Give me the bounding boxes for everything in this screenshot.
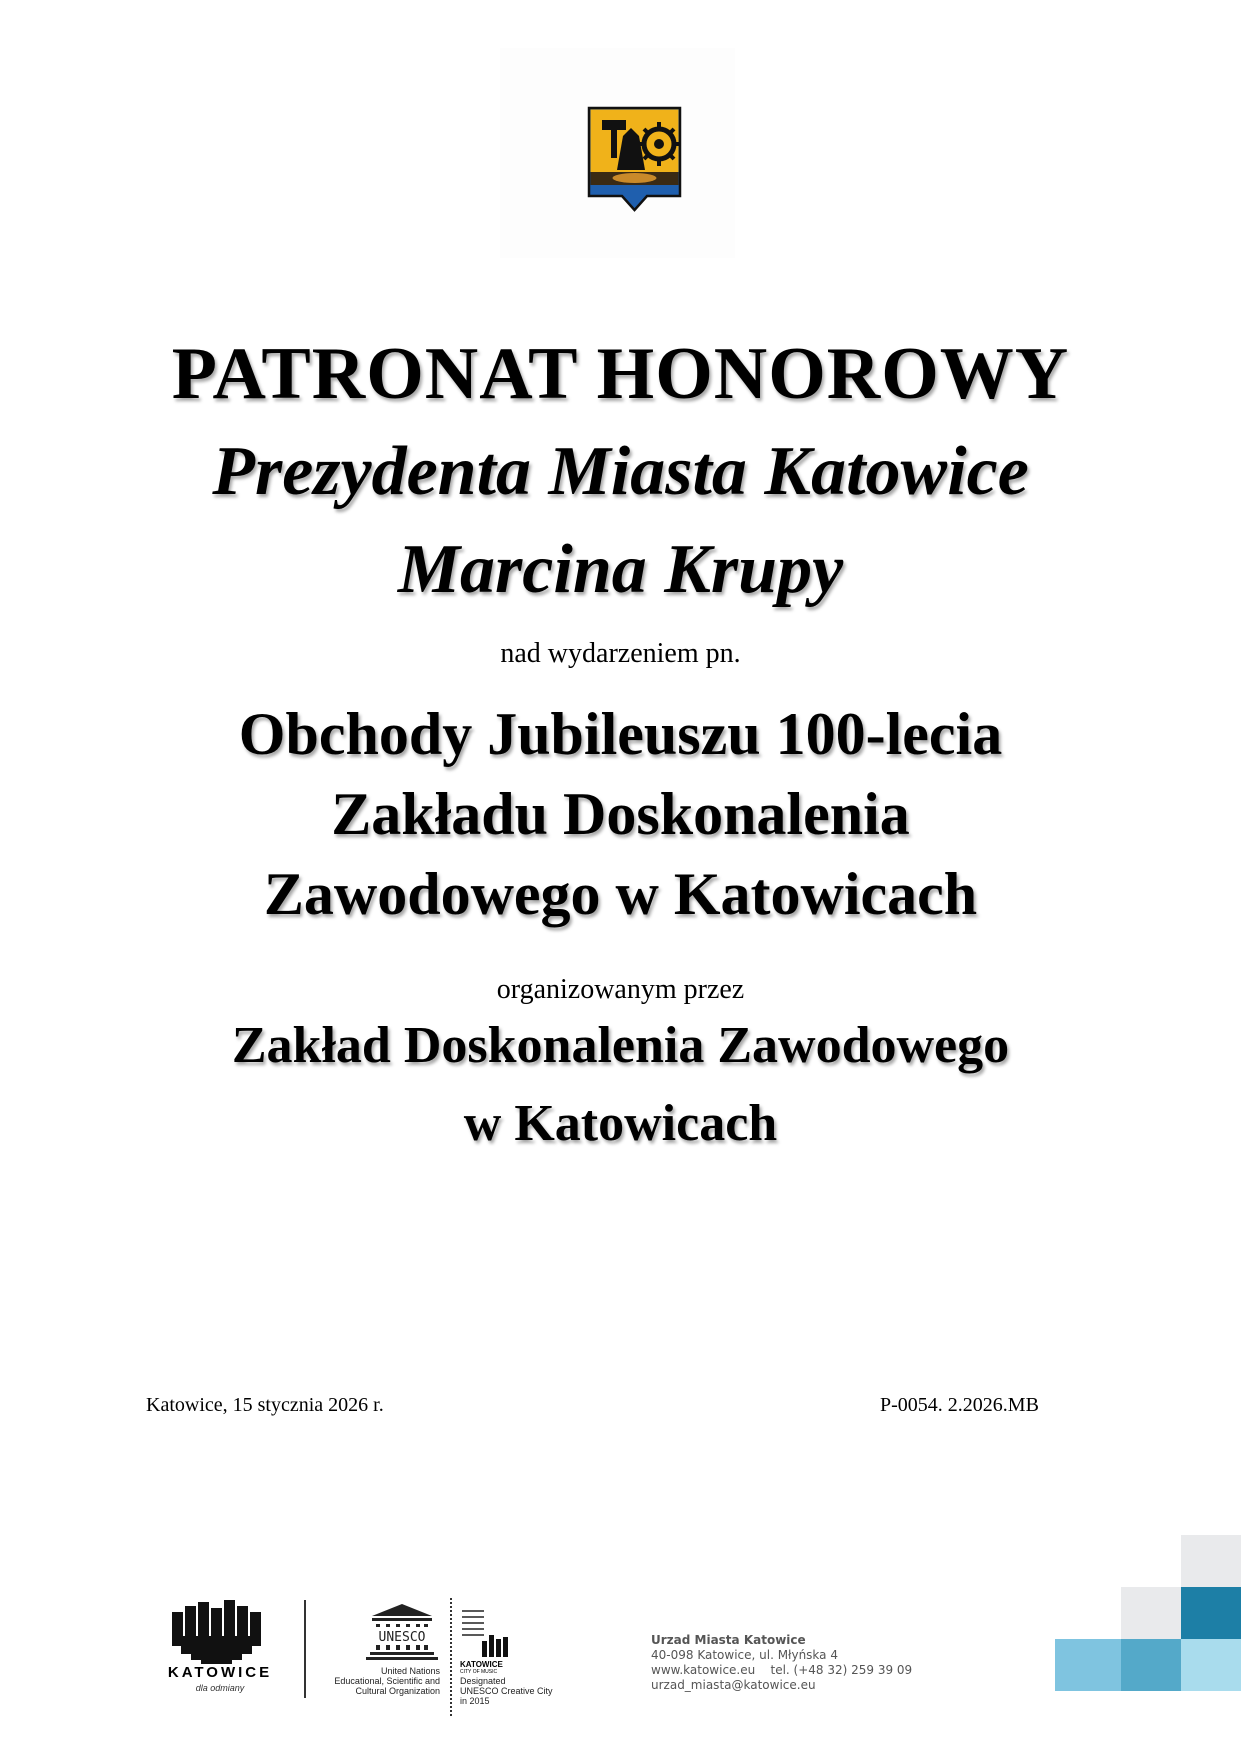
event-name-line-3: Zawodowego w Katowicach xyxy=(263,861,978,927)
city-of-music-caption xyxy=(460,1676,553,1706)
footer-divider xyxy=(304,1600,306,1698)
city-of-music-line-3: in 2015 xyxy=(460,1696,490,1706)
decorative-blocks xyxy=(1055,1535,1241,1715)
patron-line-2: Marcina Krupy xyxy=(397,531,844,608)
katowice-logo-name: KATOWICE xyxy=(167,1664,273,1681)
organizer-name-line-2: w Katowicach xyxy=(463,1095,778,1152)
unesco-line-1: United Nations xyxy=(380,1666,440,1676)
unesco-caption xyxy=(318,1666,440,1696)
page-title: PATRONAT HONOROWY xyxy=(171,333,1070,415)
place-and-date: Katowice, 15 stycznia 2026 r. xyxy=(146,1394,384,1416)
patron-line-1: Prezydenta Miasta Katowice xyxy=(212,433,1029,510)
decor-block xyxy=(1121,1587,1181,1639)
city-of-music-line-2: UNESCO Creative City xyxy=(460,1686,553,1696)
city-of-music-name: KATOWICE xyxy=(460,1660,503,1669)
decor-block xyxy=(1121,1639,1181,1691)
office-name: Urzad Miasta Katowice xyxy=(651,1633,806,1647)
footer-dotted-divider xyxy=(450,1598,452,1716)
office-contact xyxy=(651,1633,912,1693)
decor-block xyxy=(1181,1535,1241,1587)
decor-block xyxy=(1181,1587,1241,1639)
office-email: urzad_miasta@katowice.eu xyxy=(651,1678,816,1692)
decor-block xyxy=(1181,1639,1241,1691)
reference-number: P-0054. 2.2026.MB xyxy=(880,1394,1039,1416)
organizer-name-line-1: Zakład Doskonalenia Zawodowego xyxy=(231,1017,1010,1074)
office-web-phone: www.katowice.eu tel. (+48 32) 259 39 09 xyxy=(651,1663,913,1677)
decor-block xyxy=(1055,1639,1121,1691)
city-of-music-icon xyxy=(460,1605,510,1660)
event-name-line-1: Obchody Jubileuszu 100-lecia xyxy=(238,701,1003,767)
city-of-music-sub: CITY OF MUSIC xyxy=(460,1669,498,1675)
unesco-logo-text: UNESCO xyxy=(378,1630,426,1645)
unesco-line-2: Educational, Scientific and xyxy=(334,1676,440,1686)
katowice-coat-of-arms-icon xyxy=(587,106,682,216)
city-of-music-line-1: Designated xyxy=(460,1676,506,1686)
organizer-intro: organizowanym przez xyxy=(496,974,745,1005)
katowice-logo-tagline: dla odmiany xyxy=(195,1683,245,1693)
event-name-line-2: Zakładu Doskonalenia xyxy=(331,781,910,847)
office-address: 40-098 Katowice, ul. Młyńska 4 xyxy=(651,1648,838,1662)
unesco-line-3: Cultural Organization xyxy=(355,1686,440,1696)
unesco-logo-icon xyxy=(362,1602,442,1662)
event-intro: nad wydarzeniem pn. xyxy=(500,638,741,669)
